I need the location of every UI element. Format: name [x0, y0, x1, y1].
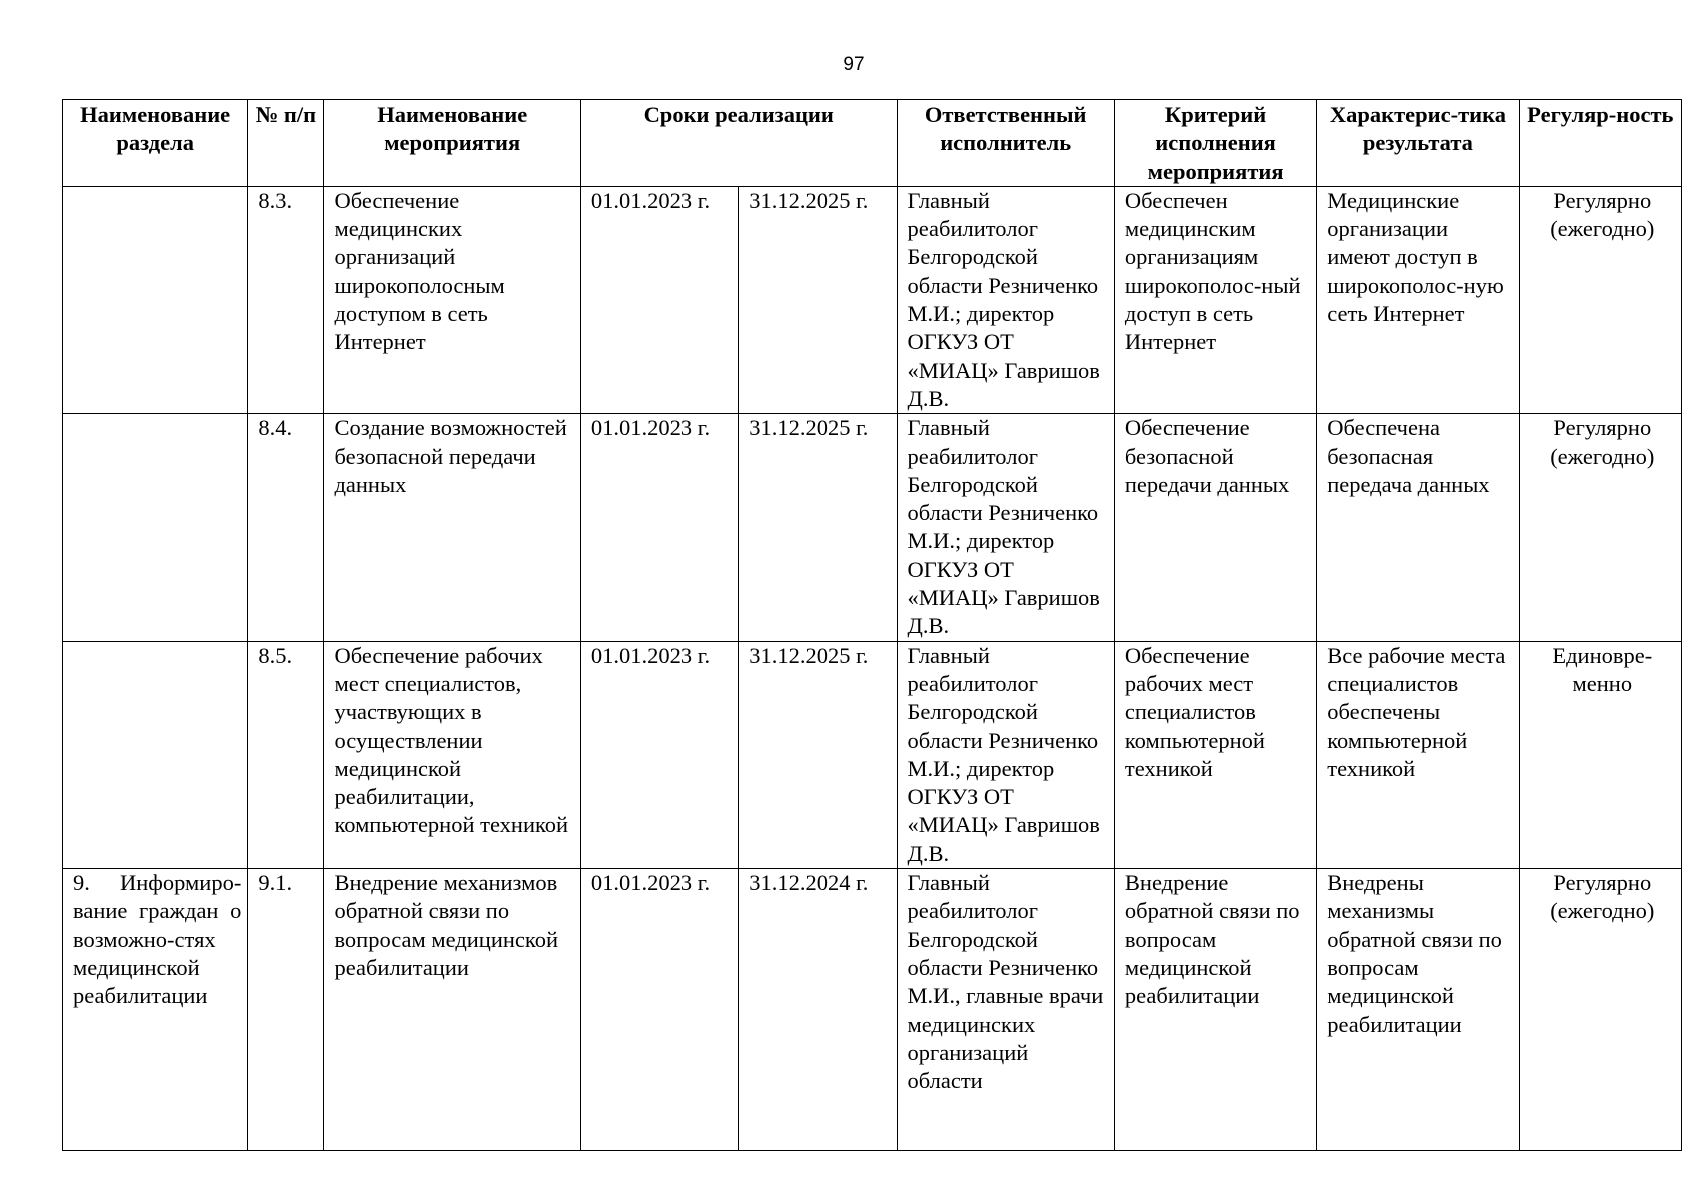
cell-event: Обеспечение медицинских организаций широкополосным доступом в сеть Интернет — [324, 186, 580, 413]
cell-start-date: 01.01.2023 г. — [580, 414, 738, 641]
cell-end-date: 31.12.2025 г. — [739, 186, 897, 413]
table-row — [63, 641, 1682, 868]
cell-event: Обеспечение рабочих мест специалистов, участвующих в осуществлении медицинской реабилитации, компьютерной техникой — [324, 641, 580, 868]
cell-number: 8.4. — [248, 414, 324, 641]
cell-regularity: Регулярно (ежегодно) — [1519, 869, 1681, 1151]
cell-criterion: Обеспечение рабочих мест специалистов компьютерной техникой — [1114, 641, 1316, 868]
cell-responsible: Главный реабилитолог Белгородской области Резниченко М.И., главные врачи медицинских организаций области — [897, 869, 1114, 1151]
header-section: Наименование раздела — [63, 100, 248, 187]
table-row — [63, 186, 1682, 413]
cell-start-date: 01.01.2023 г. — [580, 641, 738, 868]
cell-criterion: Обеспечен медицинским организациям широкополос-ный доступ в сеть Интернет — [1114, 186, 1316, 413]
cell-result: Внедрены механизмы обратной связи по вопросам медицинской реабилитации — [1317, 869, 1519, 1151]
cell-start-date: 01.01.2023 г. — [580, 869, 738, 1151]
cell-event: Создание возможностей безопасной передачи данных — [324, 414, 580, 641]
cell-number: 8.5. — [248, 641, 324, 868]
cell-number: 9.1. — [248, 869, 324, 1151]
header-result: Характерис-тика результата — [1317, 100, 1519, 187]
cell-number: 8.3. — [248, 186, 324, 413]
cell-section — [63, 414, 248, 641]
header-event: Наименование мероприятия — [324, 100, 580, 187]
cell-section — [63, 186, 248, 413]
cell-result: Все рабочие места специалистов обеспечены компьютерной техникой — [1317, 641, 1519, 868]
cell-section: 9. Информиро-вание граждан о возможно-стях медицинской реабилитации — [63, 869, 248, 1151]
header-number: № п/п — [248, 100, 324, 187]
table-header-row — [63, 100, 1682, 187]
activity-plan-table — [62, 99, 1682, 1151]
cell-result: Медицинские организации имеют доступ в широкополос-ную сеть Интернет — [1317, 186, 1519, 413]
cell-criterion: Внедрение обратной связи по вопросам медицинской реабилитации — [1114, 869, 1316, 1151]
cell-regularity: Регулярно (ежегодно) — [1519, 186, 1681, 413]
cell-responsible: Главный реабилитолог Белгородской области Резниченко М.И.; директор ОГКУЗ ОТ «МИАЦ» Гавришов Д.В. — [897, 186, 1114, 413]
cell-regularity: Единовре-менно — [1519, 641, 1681, 868]
cell-start-date: 01.01.2023 г. — [580, 186, 738, 413]
cell-event: Внедрение механизмов обратной связи по вопросам медицинской реабилитации — [324, 869, 580, 1151]
cell-end-date: 31.12.2024 г. — [739, 869, 897, 1151]
table-row — [63, 869, 1682, 1151]
cell-responsible: Главный реабилитолог Белгородской области Резниченко М.И.; директор ОГКУЗ ОТ «МИАЦ» Гавришов Д.В. — [897, 414, 1114, 641]
cell-section — [63, 641, 248, 868]
cell-end-date: 31.12.2025 г. — [739, 414, 897, 641]
cell-criterion: Обеспечение безопасной передачи данных — [1114, 414, 1316, 641]
table-row — [63, 414, 1682, 641]
header-criterion: Критерий исполнения мероприятия — [1114, 100, 1316, 187]
page-number: 97 — [843, 54, 865, 75]
header-regularity: Регуляр-ность — [1519, 100, 1681, 187]
header-dates: Сроки реализации — [580, 100, 897, 187]
cell-result: Обеспечена безопасная передача данных — [1317, 414, 1519, 641]
cell-regularity: Регулярно (ежегодно) — [1519, 414, 1681, 641]
header-responsible: Ответственный исполнитель — [897, 100, 1114, 187]
cell-responsible: Главный реабилитолог Белгородской области Резниченко М.И.; директор ОГКУЗ ОТ «МИАЦ» Гавришов Д.В. — [897, 641, 1114, 868]
cell-end-date: 31.12.2025 г. — [739, 641, 897, 868]
